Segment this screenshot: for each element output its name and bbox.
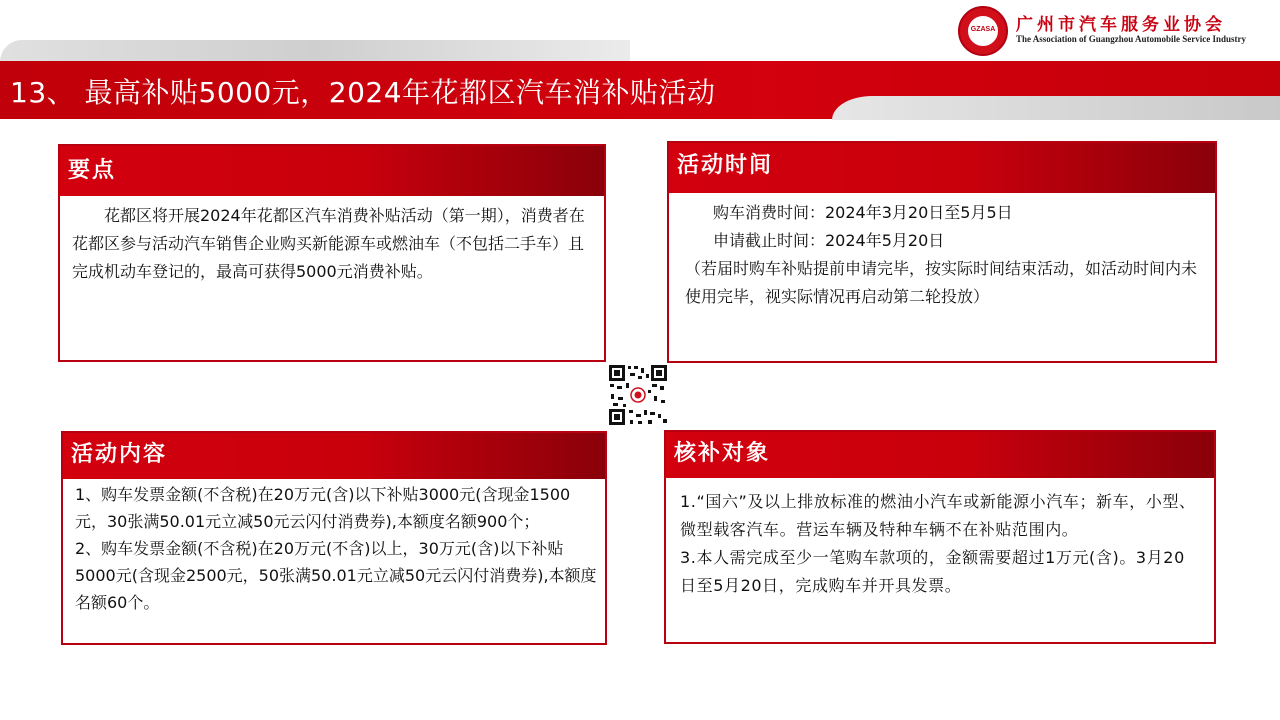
org-name-en: The Association of Guangzhou Automobile Service Industry xyxy=(1016,34,1247,44)
time-note-text: （若届时购车补贴提前申请完毕，按实际时间结束活动，如活动时间内未使用完毕，视实际情况再启动第二轮投放） xyxy=(685,259,1198,306)
header-gray-band xyxy=(0,40,630,62)
subsidy-target-card-title: 核补对象 xyxy=(666,432,1214,478)
content-item-1: 1、购车发票金额(不含税)在20万元(含)以下补贴3000元(含现金1500元，30张满50.01元立减50元云闪付消费券),本额度名额900个； xyxy=(75,485,571,531)
qr-code-graphic xyxy=(608,364,668,426)
keypoints-card xyxy=(58,144,606,362)
keypoints-text: 花都区将开展2024年花都区汽车消费补贴活动（第一期），消费者在花都区参与活动汽车销售企业购买新能源车或燃油车（不包括二手车）且完成机动车登记的，最高可获得5000元消费补贴。 xyxy=(72,206,585,281)
qr-code-icon xyxy=(608,364,668,426)
activity-content-card-body xyxy=(63,481,605,643)
subsidy-target-card-body xyxy=(666,488,1214,642)
target-item-1: 1.“国六”及以上排放标准的燃油小汽车或新能源小汽车；新车，小型、微型载客汽车。营运车辆及特种车辆不在补贴范围内。 xyxy=(680,492,1196,539)
deadline-text: 申请截止时间：2024年5月20日 xyxy=(713,231,945,250)
keypoints-card-body xyxy=(60,202,604,360)
purchase-time-text: 购车消费时间：2024年3月20日至5月5日 xyxy=(713,203,1013,222)
activity-time-card-body xyxy=(669,199,1215,361)
activity-content-card-title: 活动内容 xyxy=(63,433,605,479)
logo-seal-text: GZASA xyxy=(970,26,996,33)
keypoints-card-title: 要点 xyxy=(60,146,604,196)
association-logo xyxy=(958,6,1276,56)
subsidy-target-card xyxy=(664,430,1216,644)
page-title: 13、 最高补贴5000元，2024年花都区汽车消补贴活动 xyxy=(10,76,716,109)
org-name-cn: 广州市汽车服务业协会 xyxy=(1016,15,1226,35)
activity-time-card-title: 活动时间 xyxy=(669,143,1215,193)
activity-content-card xyxy=(61,431,607,645)
title-bar-swoosh xyxy=(832,96,1280,120)
content-item-2: 2、购车发票金额(不含税)在20万元(不含)以上，30万元(含)以下补贴5000元(含现金2500元，50张满50.01元立减50元云闪付消费券),本额度名额60个。 xyxy=(75,539,597,612)
activity-time-card xyxy=(667,141,1217,363)
association-seal-icon xyxy=(958,6,1008,56)
target-item-2: 3.本人需完成至少一笔购车款项的，金额需要超过1万元(含)。3月20日至5月20日，完成购车并开具发票。 xyxy=(680,548,1185,595)
